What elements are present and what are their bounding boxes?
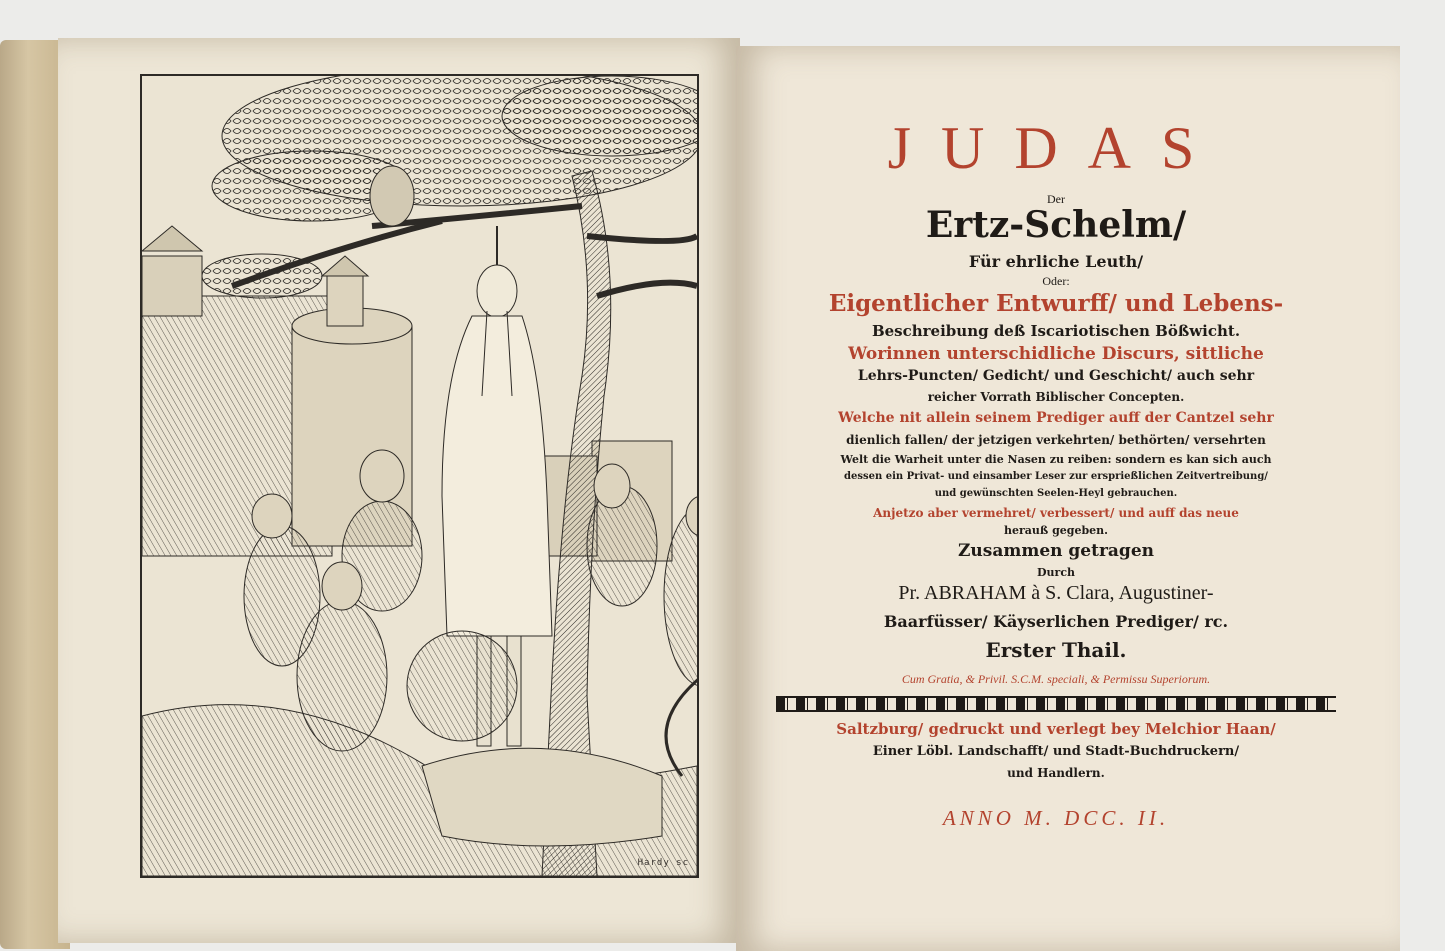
right-page xyxy=(736,46,1400,951)
title-fuer-ehrliche: Für ehrliche Leuth/ xyxy=(968,252,1144,271)
ornamental-border xyxy=(776,696,1336,712)
frontispiece-engraving xyxy=(140,74,699,878)
title-erz-schelm: Ertz-Schelm/ xyxy=(925,204,1187,246)
title-handlern: und Handlern. xyxy=(1007,766,1105,780)
title-oder: Oder: xyxy=(1042,274,1070,288)
open-book xyxy=(0,14,1445,949)
imprint-date: ANNO M. DCC. II. xyxy=(942,806,1170,830)
title-durch: Durch xyxy=(1036,566,1076,579)
title-dessen: dessen ein Privat- und einsamber Leser zur ersprießlichen Zeitvertreibung/ xyxy=(844,471,1268,482)
engraving-illustration xyxy=(142,76,697,876)
title-landschafft: Einer Löbl. Landschafft/ und Stadt-Buchdruckern/ xyxy=(872,744,1240,759)
title-vorrath: reicher Vorrath Biblischer Concepten. xyxy=(927,390,1185,404)
title-der: Der xyxy=(1047,192,1065,206)
title-lehrs: Lehrs-Puncten/ Gedicht/ und Geschicht/ auch sehr xyxy=(857,368,1255,384)
title-welt: Welt die Warheit unter die Nasen zu reiben: sondern es kan sich auch xyxy=(840,453,1272,466)
title-anjetzo: Anjetzo aber vermehret/ verbessert/ und auff das neue xyxy=(873,506,1239,520)
title-page-text xyxy=(776,86,1336,861)
title-baarfuesser: Baarfüsser/ Käyserlichen Prediger/ rc. xyxy=(883,612,1229,631)
title-heraus: herauß gegeben. xyxy=(1003,524,1108,537)
title-author: Pr. ABRAHAM à S. Clara, Augustiner- xyxy=(898,582,1214,604)
title-seelen: und gewünschten Seelen-Heyl gebrauchen. xyxy=(934,488,1178,499)
title-beschreibung: Beschreibung deß Iscariotischen Bößwicht. xyxy=(871,322,1241,340)
title-zusammen: Zusammen getragen xyxy=(957,541,1154,561)
title-entwurff: Eigentlicher Entwurff/ und Lebens- xyxy=(828,290,1284,317)
title-erster-thail: Erster Thail. xyxy=(985,638,1127,662)
title-worinnen: Worinnen unterschidliche Discurs, sittliche xyxy=(848,344,1264,364)
title-welche: Welche nit allein seinem Prediger auff der Cantzel sehr xyxy=(838,410,1274,426)
left-page xyxy=(58,38,740,943)
title-judas: JUDAS xyxy=(887,115,1225,181)
engraver-signature: Hardy sc xyxy=(637,858,689,868)
title-dienlich: dienlich fallen/ der jetzigen verkehrten/ bethörten/ versehrten xyxy=(846,433,1266,447)
title-privilege: Cum Gratia, & Privil. S.C.M. speciali, & Permissu Superiorum. xyxy=(901,672,1211,686)
title-saltzburg: Saltzburg/ gedruckt und verlegt bey Melchior Haan/ xyxy=(836,720,1276,738)
